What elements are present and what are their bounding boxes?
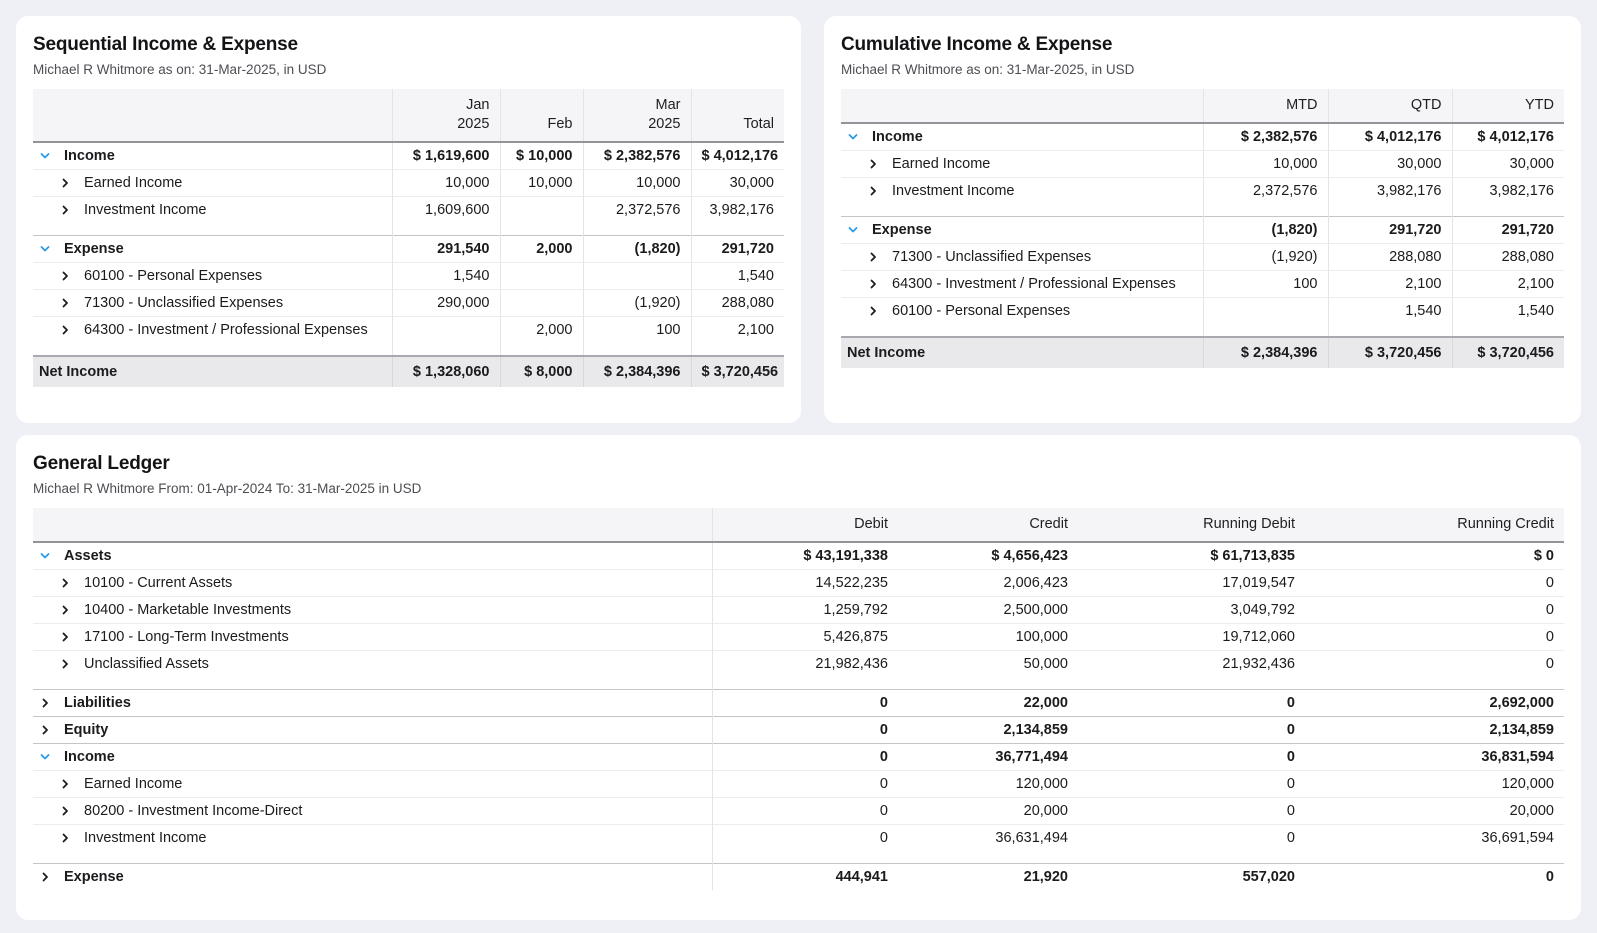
cell-value: 100 bbox=[1203, 270, 1328, 297]
row-label-cell bbox=[33, 824, 712, 863]
cell-value: $ 2,382,576 bbox=[1203, 123, 1328, 151]
cell-value: 21,982,436 bbox=[712, 650, 898, 689]
row-label-cell bbox=[841, 216, 1203, 243]
cell-value: 2,500,000 bbox=[898, 596, 1078, 623]
top-panels-row bbox=[16, 16, 1581, 423]
row-label-cell bbox=[33, 743, 712, 770]
cell-value: $ 61,713,835 bbox=[1210, 547, 1295, 564]
chevron-right-icon[interactable] bbox=[59, 204, 71, 216]
cell-value: $ 1,619,600 bbox=[392, 142, 500, 170]
row-label-cell bbox=[33, 262, 392, 289]
row-label: Liabilities bbox=[64, 694, 131, 711]
cell-value: $ 4,012,176 bbox=[1452, 123, 1564, 151]
row-label: Expense bbox=[64, 240, 124, 257]
cell-value: $ 0 bbox=[1533, 547, 1554, 564]
general-ledger-table bbox=[33, 508, 1564, 890]
cell-value: 10,000 bbox=[500, 169, 583, 196]
cell-value: 10,000 bbox=[583, 169, 691, 196]
row-label: 64300 - Investment / Professional Expenses bbox=[892, 275, 1176, 292]
cell-value: 3,982,176 bbox=[691, 196, 784, 235]
panel-title: Sequential Income & Expense bbox=[33, 34, 298, 55]
chevron-right-icon[interactable] bbox=[867, 278, 879, 290]
cell-value: 2,134,859 bbox=[1305, 716, 1564, 743]
table-row-liabilities bbox=[33, 689, 1564, 716]
cell-value: 2,100 bbox=[691, 316, 784, 356]
cell-value: 14,522,235 bbox=[712, 569, 898, 596]
cell-value: 0 bbox=[712, 716, 898, 743]
cell-value: 0 bbox=[1078, 824, 1305, 863]
cell-value: 10,000 bbox=[1203, 150, 1328, 177]
cell-value: 0 bbox=[1305, 596, 1564, 623]
net-income-row bbox=[841, 337, 1564, 368]
row-label-cell bbox=[33, 142, 392, 170]
general-ledger-panel bbox=[16, 435, 1581, 920]
row-label-cell bbox=[33, 863, 712, 890]
chevron-right-icon[interactable] bbox=[39, 871, 51, 883]
cumulative-income-expense-panel bbox=[824, 16, 1581, 423]
row-label-cell bbox=[841, 270, 1203, 297]
cell-value: 0 bbox=[712, 689, 898, 716]
cell-value: 5,426,875 bbox=[712, 623, 898, 650]
cell-value: 30,000 bbox=[1452, 150, 1564, 177]
panel-subtitle: Michael R Whitmore From: 01-Apr-2024 To: 31-Mar-2025 in USD bbox=[33, 480, 422, 496]
panel-title: Cumulative Income & Expense bbox=[841, 34, 1113, 55]
panel-subtitle: Michael R Whitmore as on: 31-Mar-2025, in USD bbox=[841, 62, 1135, 77]
cell-value: 21,920 bbox=[898, 863, 1078, 890]
column-header-debit: Debit bbox=[712, 508, 898, 542]
row-label: Income bbox=[64, 147, 115, 164]
table-row-expense bbox=[33, 235, 784, 262]
row-label-column-header bbox=[33, 508, 712, 542]
cell-value: 36,831,594 bbox=[1305, 743, 1564, 770]
column-header-feb: Feb bbox=[500, 89, 583, 142]
row-label: 10100 - Current Assets bbox=[84, 574, 233, 591]
net-income-row bbox=[33, 356, 784, 387]
cell-value: 2,692,000 bbox=[1305, 689, 1564, 716]
chevron-right-icon[interactable] bbox=[59, 832, 71, 844]
net-income-value: $ 8,000 bbox=[500, 356, 583, 387]
net-income-label: Net Income bbox=[841, 337, 1203, 368]
cell-value: 291,540 bbox=[392, 235, 500, 262]
cell-value: 3,982,176 bbox=[1328, 177, 1452, 216]
cell-value: 100 bbox=[583, 316, 691, 356]
cell-value: 30,000 bbox=[1328, 150, 1452, 177]
cell-value bbox=[500, 289, 583, 316]
chevron-down-icon[interactable] bbox=[847, 131, 859, 143]
row-label-cell bbox=[841, 297, 1203, 337]
cell-value: 20,000 bbox=[1305, 797, 1564, 824]
cell-value: 0 bbox=[1078, 716, 1305, 743]
cell-value: (1,820) bbox=[1203, 216, 1328, 243]
cell-value: 557,020 bbox=[1078, 863, 1305, 890]
cell-value: 0 bbox=[1078, 689, 1305, 716]
row-label-column-header bbox=[33, 89, 392, 142]
table-row-expense bbox=[841, 216, 1564, 243]
row-label: Expense bbox=[872, 221, 932, 238]
chevron-right-icon[interactable] bbox=[59, 297, 71, 309]
row-label: 80200 - Investment Income-Direct bbox=[84, 802, 303, 819]
row-label-cell bbox=[33, 169, 392, 196]
chevron-right-icon[interactable] bbox=[59, 270, 71, 282]
cell-value: 1,540 bbox=[691, 262, 784, 289]
cell-value: 0 bbox=[712, 797, 898, 824]
row-label: Unclassified Assets bbox=[84, 655, 209, 672]
cell-value: 1,540 bbox=[1328, 297, 1452, 337]
cell-value: 0 bbox=[712, 770, 898, 797]
cell-value: 36,691,594 bbox=[1305, 824, 1564, 863]
cell-value: 291,720 bbox=[1328, 216, 1452, 243]
cumulative-income-expense-table bbox=[841, 89, 1564, 368]
table-row-earned-income bbox=[33, 770, 1564, 797]
cell-value: 0 bbox=[1078, 743, 1305, 770]
net-income-value: $ 2,384,396 bbox=[1203, 337, 1328, 368]
table-row-earned-income bbox=[841, 150, 1564, 177]
cell-value bbox=[500, 262, 583, 289]
cell-value: $ 2,382,576 bbox=[583, 142, 691, 170]
cell-value: 3,049,792 bbox=[1078, 596, 1305, 623]
cell-value: $ 43,191,338 bbox=[712, 542, 898, 570]
cell-value: 21,932,436 bbox=[1078, 650, 1305, 689]
row-label-cell bbox=[33, 797, 712, 824]
net-income-label: Net Income bbox=[33, 356, 392, 387]
net-income-value: $ 2,384,396 bbox=[583, 356, 691, 387]
row-label-cell bbox=[33, 235, 392, 262]
row-label-cell bbox=[33, 770, 712, 797]
chevron-right-icon[interactable] bbox=[867, 158, 879, 170]
cell-value: 288,080 bbox=[1328, 243, 1452, 270]
table-row-assets bbox=[33, 542, 1564, 570]
cell-value: 0 bbox=[712, 824, 898, 863]
table-row-investment-income bbox=[33, 824, 1564, 863]
row-label-cell bbox=[33, 650, 712, 689]
cell-value: 288,080 bbox=[691, 289, 784, 316]
cell-value: 10,000 bbox=[392, 169, 500, 196]
table-row-10400-marketable-investments bbox=[33, 596, 1564, 623]
cell-value: (1,820) bbox=[583, 235, 691, 262]
table-row-investment-income bbox=[841, 177, 1564, 216]
table-row-71300-unclassified-expenses bbox=[841, 243, 1564, 270]
table-row-income bbox=[33, 743, 1564, 770]
row-label: Assets bbox=[64, 547, 112, 564]
cell-value: 19,712,060 bbox=[1078, 623, 1305, 650]
cell-value: 0 bbox=[1305, 569, 1564, 596]
cell-value: 291,720 bbox=[1452, 216, 1564, 243]
table-row-income bbox=[841, 123, 1564, 151]
chevron-right-icon[interactable] bbox=[59, 604, 71, 616]
cell-value: 0 bbox=[1078, 770, 1305, 797]
cell-value: 2,000 bbox=[500, 316, 583, 356]
table-row-64300-investment-professional-expenses bbox=[33, 316, 784, 356]
table-row-10100-current-assets bbox=[33, 569, 1564, 596]
table-row-80200-investment-income-direct bbox=[33, 797, 1564, 824]
chevron-right-icon[interactable] bbox=[39, 697, 51, 709]
row-label: 71300 - Unclassified Expenses bbox=[84, 294, 284, 311]
row-label-cell bbox=[841, 123, 1203, 151]
table-row-64300-investment-professional-expenses bbox=[841, 270, 1564, 297]
cell-value: 2,000 bbox=[500, 235, 583, 262]
table-row-investment-income bbox=[33, 196, 784, 235]
cell-value: 120,000 bbox=[1305, 770, 1564, 797]
row-label-cell bbox=[33, 196, 392, 235]
chevron-down-icon[interactable] bbox=[39, 751, 51, 763]
cell-value: 20,000 bbox=[898, 797, 1078, 824]
table-row-expense bbox=[33, 863, 1564, 890]
chevron-down-icon[interactable] bbox=[39, 550, 51, 562]
row-label-cell bbox=[33, 689, 712, 716]
column-header-row bbox=[841, 89, 1564, 123]
row-label-cell bbox=[33, 623, 712, 650]
cell-value: $ 4,012,176 bbox=[691, 142, 784, 170]
table-row-income bbox=[33, 142, 784, 170]
column-header-row bbox=[33, 508, 1564, 542]
net-income-value: $ 3,720,456 bbox=[1452, 337, 1564, 368]
cell-value bbox=[392, 316, 500, 356]
row-label: 60100 - Personal Expenses bbox=[892, 302, 1071, 319]
row-label: Investment Income bbox=[892, 182, 1015, 199]
chevron-right-icon[interactable] bbox=[39, 724, 51, 736]
chevron-right-icon[interactable] bbox=[59, 631, 71, 643]
column-header-total: Total bbox=[691, 89, 784, 142]
row-label: Expense bbox=[64, 868, 124, 885]
cell-value: 0 bbox=[1305, 650, 1564, 689]
row-label-cell bbox=[841, 150, 1203, 177]
row-label-cell bbox=[33, 596, 712, 623]
chevron-right-icon[interactable] bbox=[867, 305, 879, 317]
chevron-down-icon[interactable] bbox=[39, 243, 51, 255]
cell-value: 30,000 bbox=[691, 169, 784, 196]
table-row-earned-income bbox=[33, 169, 784, 196]
cell-value: 50,000 bbox=[898, 650, 1078, 689]
chevron-right-icon[interactable] bbox=[59, 778, 71, 790]
column-header-qtd: QTD bbox=[1328, 89, 1452, 123]
chevron-right-icon[interactable] bbox=[59, 658, 71, 670]
row-label-cell bbox=[841, 243, 1203, 270]
cell-value: 2,372,576 bbox=[583, 196, 691, 235]
chevron-right-icon[interactable] bbox=[59, 324, 71, 336]
column-header-running-debit: Running Debit bbox=[1078, 508, 1305, 542]
panel-title: General Ledger bbox=[33, 452, 170, 474]
row-label-column-header bbox=[841, 89, 1203, 123]
panel-subtitle: Michael R Whitmore as on: 31-Mar-2025, in USD bbox=[33, 62, 327, 77]
row-label-cell bbox=[33, 289, 392, 316]
row-label: Earned Income bbox=[84, 775, 183, 792]
cell-value: 1,259,792 bbox=[712, 596, 898, 623]
row-label: Earned Income bbox=[892, 155, 991, 172]
chevron-right-icon[interactable] bbox=[867, 251, 879, 263]
cell-value: 36,631,494 bbox=[898, 824, 1078, 863]
cell-value: 0 bbox=[712, 743, 898, 770]
column-header-running-credit: Running Credit bbox=[1305, 508, 1564, 542]
column-header-jan-2025: Jan 2025 bbox=[392, 89, 500, 142]
net-income-value: $ 1,328,060 bbox=[392, 356, 500, 387]
table-row-60100-personal-expenses bbox=[841, 297, 1564, 337]
cell-value: (1,920) bbox=[1203, 243, 1328, 270]
row-label: 64300 - Investment / Professional Expenses bbox=[84, 321, 368, 338]
row-label-cell bbox=[841, 177, 1203, 216]
chevron-down-icon[interactable] bbox=[39, 150, 51, 162]
chevron-down-icon[interactable] bbox=[847, 224, 859, 236]
cell-value: 0 bbox=[1305, 863, 1564, 890]
column-header-mar-2025: Mar 2025 bbox=[583, 89, 691, 142]
cell-value: $ 4,012,176 bbox=[1328, 123, 1452, 151]
column-header-mtd: MTD bbox=[1203, 89, 1328, 123]
row-label-cell bbox=[33, 316, 392, 356]
cell-value: 36,771,494 bbox=[898, 743, 1078, 770]
cell-value: (1,920) bbox=[583, 289, 691, 316]
table-row-unclassified-assets bbox=[33, 650, 1564, 689]
row-label-cell bbox=[33, 542, 712, 570]
sequential-income-expense-panel bbox=[16, 16, 801, 423]
cell-value: 0 bbox=[1305, 623, 1564, 650]
cell-value: 291,720 bbox=[691, 235, 784, 262]
row-label: 10400 - Marketable Investments bbox=[84, 601, 292, 618]
row-label-cell bbox=[33, 716, 712, 743]
row-label: 60100 - Personal Expenses bbox=[84, 267, 263, 284]
cell-value: 1,540 bbox=[392, 262, 500, 289]
table-row-equity bbox=[33, 716, 1564, 743]
row-label: 71300 - Unclassified Expenses bbox=[892, 248, 1092, 265]
cell-value: 100,000 bbox=[898, 623, 1078, 650]
cell-value: $ 10,000 bbox=[500, 142, 583, 170]
row-label-cell bbox=[33, 569, 712, 596]
cell-value: 120,000 bbox=[898, 770, 1078, 797]
cell-value bbox=[1203, 297, 1328, 337]
table-row-60100-personal-expenses bbox=[33, 262, 784, 289]
cell-value: 290,000 bbox=[392, 289, 500, 316]
row-label: Investment Income bbox=[84, 201, 207, 218]
row-label: Investment Income bbox=[84, 829, 207, 846]
sequential-income-expense-table bbox=[33, 89, 784, 387]
cell-value bbox=[583, 262, 691, 289]
table-row-17100-long-term-investments bbox=[33, 623, 1564, 650]
cell-value: 1,540 bbox=[1452, 297, 1564, 337]
row-label: 17100 - Long-Term Investments bbox=[84, 628, 289, 645]
cell-value: 17,019,547 bbox=[1078, 569, 1305, 596]
column-header-credit: Credit bbox=[898, 508, 1078, 542]
cell-value: $ 4,656,423 bbox=[991, 547, 1068, 564]
row-label: Income bbox=[64, 748, 115, 765]
cell-value: 444,941 bbox=[712, 863, 898, 890]
row-label: Equity bbox=[64, 721, 109, 738]
cell-value: 2,372,576 bbox=[1203, 177, 1328, 216]
cell-value: 2,100 bbox=[1452, 270, 1564, 297]
chevron-right-icon[interactable] bbox=[59, 577, 71, 589]
row-label: Earned Income bbox=[84, 174, 183, 191]
cell-value: 3,982,176 bbox=[1452, 177, 1564, 216]
column-header-row bbox=[33, 89, 784, 142]
row-label: Income bbox=[872, 128, 923, 145]
cell-value: 22,000 bbox=[898, 689, 1078, 716]
chevron-right-icon[interactable] bbox=[59, 805, 71, 817]
cell-value: 0 bbox=[1078, 797, 1305, 824]
net-income-value: $ 3,720,456 bbox=[1328, 337, 1452, 368]
cell-value: 2,134,859 bbox=[898, 716, 1078, 743]
cell-value: 2,006,423 bbox=[898, 569, 1078, 596]
column-header-ytd: YTD bbox=[1452, 89, 1564, 123]
cell-value: 288,080 bbox=[1452, 243, 1564, 270]
chevron-right-icon[interactable] bbox=[867, 185, 879, 197]
cell-value bbox=[500, 196, 583, 235]
cell-value: 1,609,600 bbox=[392, 196, 500, 235]
table-row-71300-unclassified-expenses bbox=[33, 289, 784, 316]
net-income-value: $ 3,720,456 bbox=[691, 356, 784, 387]
chevron-right-icon[interactable] bbox=[59, 177, 71, 189]
cell-value: 2,100 bbox=[1328, 270, 1452, 297]
